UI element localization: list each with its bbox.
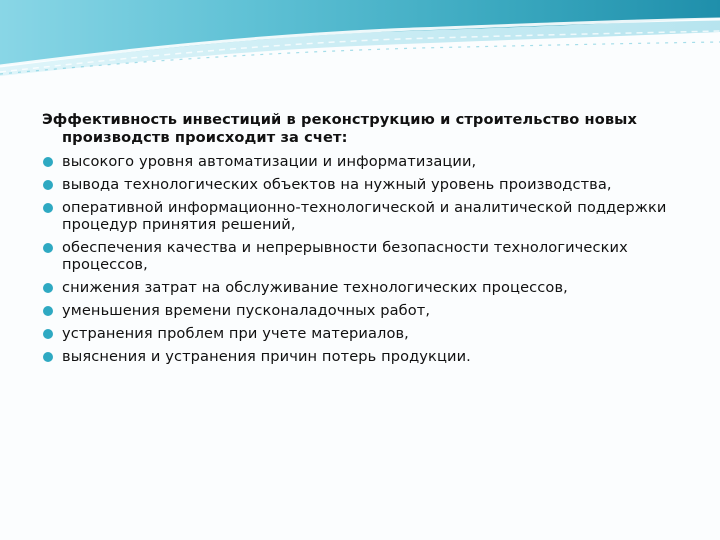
bullet-dot-icon xyxy=(43,180,53,190)
list-item xyxy=(42,153,682,170)
bullet-dot-icon xyxy=(43,283,53,293)
list-item xyxy=(42,325,682,342)
list-item-text: снижения затрат на обслуживание технологических процессов, xyxy=(62,279,568,296)
bullet-dot-icon xyxy=(43,352,53,362)
list-item-text: высокого уровня автоматизации и информатизации, xyxy=(62,153,477,170)
bullet-dot-icon xyxy=(43,203,53,213)
bullet-dot-icon xyxy=(43,306,53,316)
list-item xyxy=(42,302,682,319)
bullet-dot-icon xyxy=(43,157,53,167)
list-item xyxy=(42,279,682,296)
heading: Эффективность инвестиций в реконструкцию и строительство новых производств происходит за счет: xyxy=(42,111,637,146)
list-item-text: обеспечения качества и непрерывности безопасности технологических процессов, xyxy=(62,239,628,273)
list-item-text: выяснения и устранения причин потерь продукции. xyxy=(62,348,471,365)
list-item-text: вывода технологических объектов на нужный уровень производства, xyxy=(62,176,612,193)
list-item-text: устранения проблем при учете материалов, xyxy=(62,325,409,342)
bullet-list xyxy=(42,153,682,365)
list-item xyxy=(42,239,682,273)
list-item xyxy=(42,348,682,365)
bullet-dot-icon xyxy=(43,329,53,339)
top-wave-decoration xyxy=(0,0,720,95)
list-item-text: уменьшения времени пусконаладочных работ, xyxy=(62,302,431,319)
list-item xyxy=(42,176,682,193)
list-item xyxy=(42,199,682,233)
list-item-text: оперативной информационно-технологической и аналитической поддержки процедур принятия решений, xyxy=(62,199,667,233)
content xyxy=(42,111,682,371)
bullet-dot-icon xyxy=(43,243,53,253)
